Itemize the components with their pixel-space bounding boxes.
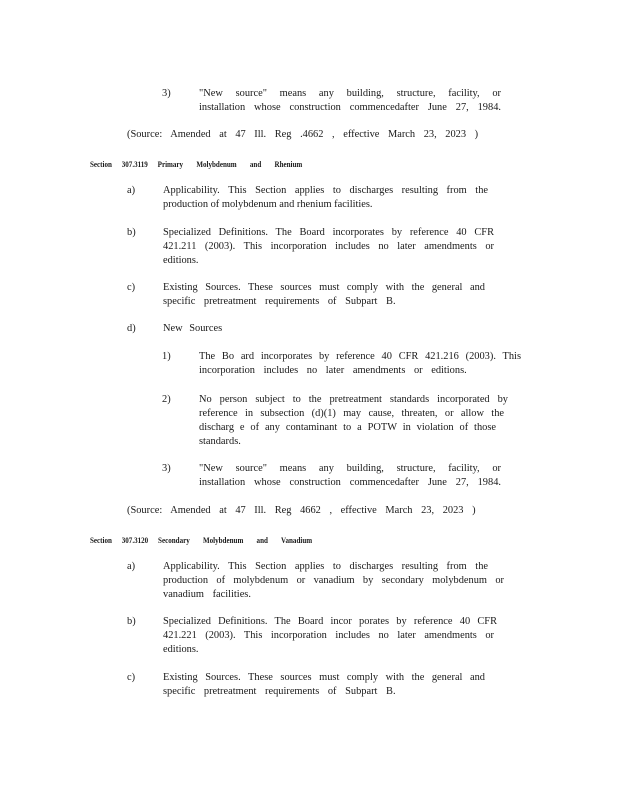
subsection-text-line: production of molybdenum and rhenium facilities.: [163, 199, 373, 210]
section-word: Section: [90, 535, 112, 545]
item-text-line: installation whose construction commencedafter June 27, 1984.: [199, 477, 501, 488]
item-text-line: "New source" means any building, structure, facility, or: [199, 463, 501, 474]
item-text-line: installation whose construction commencedafter June 27, 1984.: [199, 102, 501, 113]
item-label: 3): [162, 463, 171, 474]
section-number: 307.3120: [121, 535, 149, 545]
item-text-line: discharg e of any contaminant to a POTW in violation of those: [199, 422, 496, 433]
subsection-text-line: Existing Sources. These sources must comply with the general and: [163, 672, 485, 683]
subsection-text-line: Specialized Definitions. The Board incorporates by reference 40 CFR: [163, 227, 494, 238]
subsection-label: b): [127, 227, 136, 238]
subsection-text-line: vanadium facilities.: [163, 589, 251, 600]
source-note: (Source: Amended at 47 Ill. Reg .4662 , effective March 23, 2023 ): [127, 129, 479, 140]
subsection-text-line: Specialized Definitions. The Board incor porates by reference 40 CFR: [163, 616, 497, 627]
source-note: (Source: Amended at 47 Ill. Reg 4662 , effective March 23, 2023 ): [127, 505, 476, 516]
item-text-line: No person subject to the pretreatment standards incorporated by: [199, 394, 508, 405]
section-heading: [90, 533, 322, 547]
subsection-text-line: New Sources: [163, 323, 223, 334]
item-label: 3): [162, 88, 171, 99]
subsection-text-line: editions.: [163, 255, 199, 266]
subsection-text-line: 421.221 (2003). This incorporation includes no later amendments or: [163, 630, 494, 641]
section-number: 307.3119: [121, 159, 148, 169]
subsection-text-line: editions.: [163, 644, 199, 655]
item-text-line: incorporation includes no later amendments or editions.: [199, 365, 467, 376]
section-title: Secondary Molybdenum and Vanadium: [158, 535, 313, 545]
section-heading: [90, 157, 312, 171]
section-title: Primary Molybdenum and Rhenium: [157, 159, 303, 169]
subsection-text-line: Existing Sources. These sources must comply with the general and: [163, 282, 485, 293]
item-text-line: standards.: [199, 436, 241, 447]
item-text-line: The Bo ard incorporates by reference 40 CFR 421.216 (2003). This: [199, 351, 521, 362]
item-label: 2): [162, 394, 171, 405]
section-word: Section: [90, 159, 112, 169]
subsection-text-line: Applicability. This Section applies to discharges resulting from the: [163, 185, 488, 196]
subsection-label: a): [127, 561, 136, 572]
item-text-line: reference in subsection (d)(1) may cause, threaten, or allow the: [199, 408, 504, 419]
subsection-text-line: specific pretreatment requirements of Subpart B.: [163, 686, 396, 697]
item-label: 1): [162, 351, 171, 362]
subsection-label: c): [127, 282, 136, 293]
subsection-label: c): [127, 672, 136, 683]
subsection-text-line: Applicability. This Section applies to discharges resulting from the: [163, 561, 488, 572]
item-text-line: "New source" means any building, structure, facility, or: [199, 88, 501, 99]
subsection-label: a): [127, 185, 136, 196]
subsection-label: b): [127, 616, 136, 627]
subsection-text-line: production of molybdenum or vanadium by secondary molybdenum or: [163, 575, 504, 586]
subsection-text-line: specific pretreatment requirements of Subpart B.: [163, 296, 396, 307]
subsection-text-line: 421.211 (2003). This incorporation includes no later amendments or: [163, 241, 494, 252]
subsection-label: d): [127, 323, 136, 334]
